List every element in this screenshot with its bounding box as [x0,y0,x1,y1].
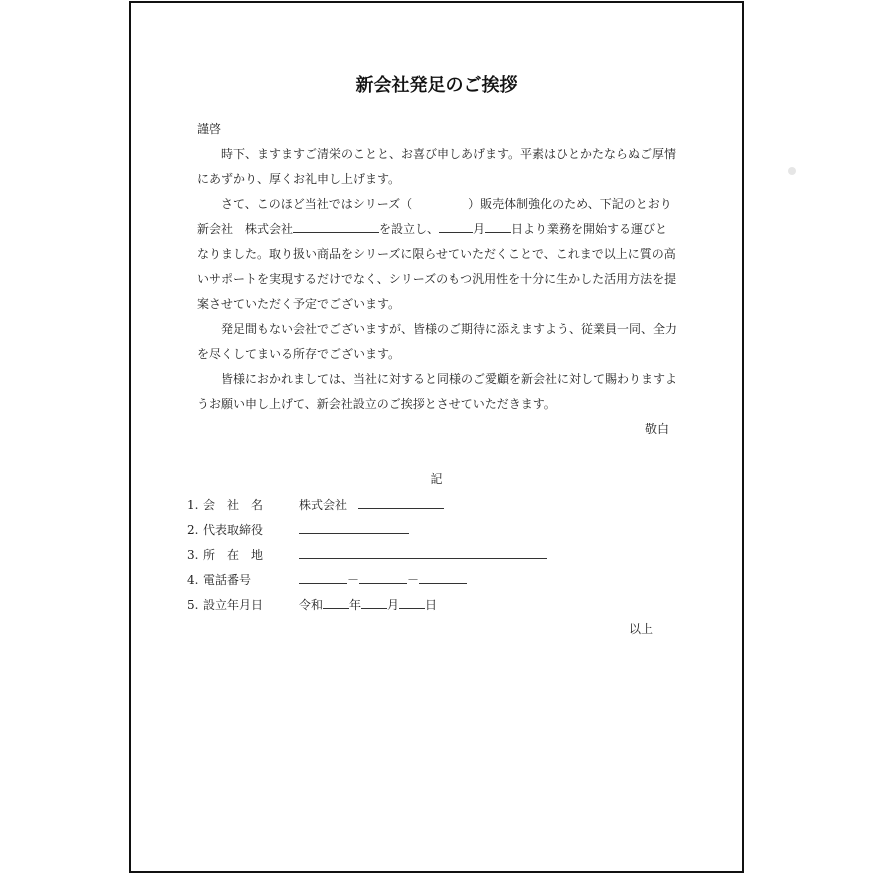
document-page [129,1,744,873]
company-prefix: 株式会社 [299,498,348,512]
phone-separator: － [347,573,360,587]
salutation: 謹啓 [197,122,222,136]
address-blank [299,543,547,559]
day-blank [485,217,511,233]
item-number: 5. [187,598,199,612]
month-blank [439,217,473,233]
company-name-blank [358,493,444,509]
representative-blank [299,518,409,534]
paragraph-2-part-c: を設立し、 [379,222,440,236]
paragraph-2-part-d: 月 [473,222,486,236]
year-label: 年 [349,598,362,612]
item-value [299,543,547,568]
paragraph-2-part-e: 日より業務を開始する運びとなりました。取り扱い商品をシリーズに限らせていただくことで、これまで以上に質の高いサポートを実現するだけでなく、シリーズのもつ汎用性を十分に生かした活用方法を提案させていただく予定でございます。 [197,222,677,311]
item-label: 所 在 地 [203,548,264,562]
details-list [187,493,547,618]
era-label: 令和 [299,598,324,612]
list-item-establishment-date [187,593,547,618]
stray-dot [788,167,796,175]
phone-blank-3 [419,568,467,584]
month-label: 月 [387,598,400,612]
list-item-address [187,543,547,568]
page-title: 新会社発足のご挨拶 [355,75,518,96]
day-blank [399,593,425,609]
item-value [299,518,409,543]
item-number: 4. [187,573,199,587]
paragraph-3: 発足間もない会社でございますが、皆様のご期待に添えますよう、従業員一同、全力を尽くしてまいる所存でございます。 [197,322,678,361]
ki-heading: 記 [430,472,443,486]
item-number: 2. [187,523,199,537]
day-label: 日 [425,598,438,612]
year-blank [323,593,349,609]
letter-body [197,117,677,442]
paragraph-2 [197,192,677,317]
phone-separator: － [407,573,420,587]
paragraph-1: 時下、ますますご清栄のことと、お喜び申しあげます。平素はひとかたならぬご厚情にあずかり、厚くお礼申し上げます。 [197,147,677,186]
item-value [299,493,444,518]
list-item-phone [187,568,547,593]
company-blank [293,217,379,233]
item-value [299,593,437,618]
paragraph-4: 皆様におかれましては、当社に対すると同様のご愛顧を新会社に対して賜わりますようお願い申し上げて、新会社設立のご挨拶とさせていただきます。 [197,372,678,411]
item-label: 会 社 名 [203,498,264,512]
ijou-closing: 以上 [629,622,654,636]
paragraph-2-part-b: ）販売体制強化のため、下記のとおり新会社 株式会社 [197,197,672,236]
phone-blank-1 [299,568,347,584]
month-blank [361,593,387,609]
closing-keihaku: 敬白 [644,422,669,436]
item-number: 3. [187,548,199,562]
item-label: 電話番号 [203,573,252,587]
item-label: 設立年月日 [203,598,264,612]
item-value [299,568,467,593]
phone-blank-2 [359,568,407,584]
list-item-company [187,493,547,518]
item-label: 代表取締役 [203,523,264,537]
paragraph-2-part-a: さて、このほど当社ではシリーズ（ [221,197,413,211]
item-number: 1. [187,498,199,512]
list-item-representative [187,518,547,543]
